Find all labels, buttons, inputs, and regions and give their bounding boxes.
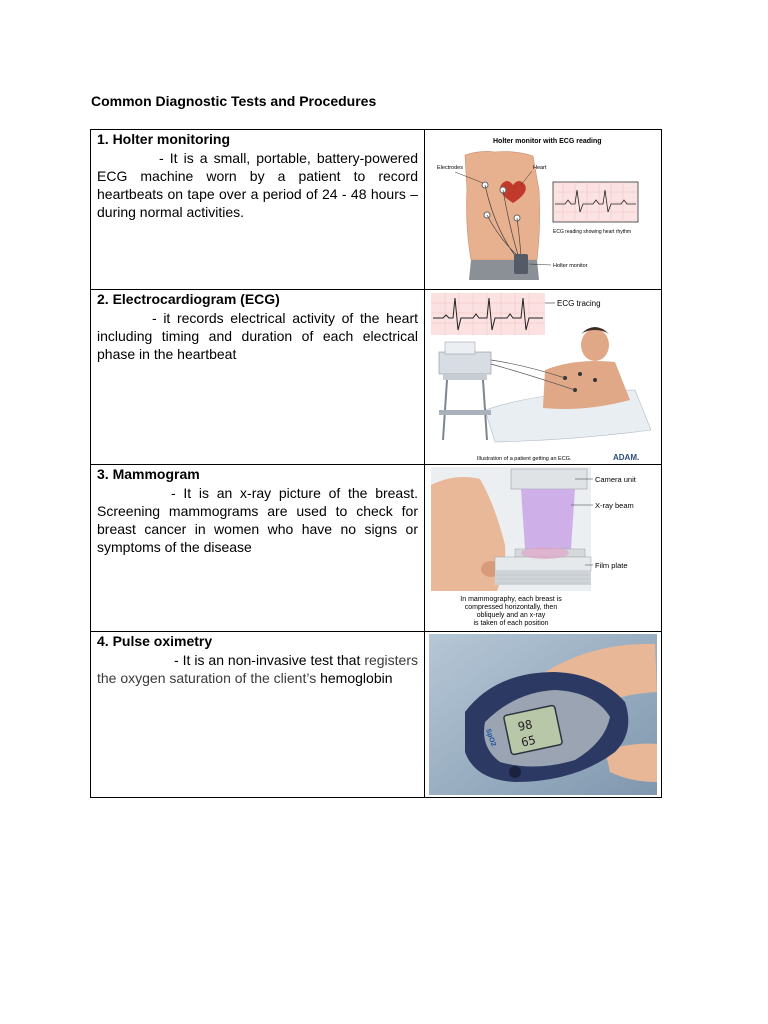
label-ecg-tracing: ECG tracing xyxy=(557,299,601,308)
ecg-image-cell xyxy=(425,290,662,465)
ecg-illustration xyxy=(425,290,661,464)
mammogram-caption-line: In mammography, each breast is xyxy=(460,596,562,603)
adam-logo: ADAM. xyxy=(613,453,640,462)
label-xray-beam: X-ray beam xyxy=(595,501,634,510)
description-part: hemoglobin xyxy=(320,670,393,686)
label-holter-monitor: Holter monitor xyxy=(553,263,588,269)
test-description: - It is a small, portable, battery-powered ECG machine worn by a patient to record heartbeats on tape over a period of 24 - 48 hours – during normal activities. xyxy=(97,150,418,220)
holter-monitor-device xyxy=(514,254,528,274)
table-row xyxy=(91,290,662,465)
label-camera-unit: Camera unit xyxy=(595,475,636,484)
ecg-machine xyxy=(439,352,491,374)
diagnostic-tests-table xyxy=(90,129,662,798)
mammogram-illustration xyxy=(425,465,661,631)
torso-shape xyxy=(465,151,540,260)
mammogram-caption-line: is taken of each position xyxy=(473,620,549,627)
test-text-cell xyxy=(91,290,425,465)
test-heading: 4. Pulse oximetry xyxy=(97,633,213,649)
trousers-shape xyxy=(469,260,539,280)
label-heart: Heart xyxy=(533,165,547,171)
test-description: - It is an x-ray picture of the breast. Screening mammograms are used to check for breast cancer in women who have no signs or symptoms of the disease xyxy=(97,485,418,555)
ecg-caption: Illustration of a patient getting an ECG. xyxy=(477,456,572,462)
mammogram-caption-line: obliquely and an x-ray xyxy=(476,612,546,619)
table-row xyxy=(91,632,662,798)
film-plate xyxy=(495,557,591,571)
test-text-cell xyxy=(91,465,425,632)
holter-illustration xyxy=(425,130,661,289)
test-description: - it records electrical activity of the heart including timing and duration of each electrical phase in the heartbeat xyxy=(97,310,418,362)
table-row xyxy=(91,130,662,290)
patient-torso xyxy=(543,361,630,409)
pulse-oximeter-illustration xyxy=(425,632,661,797)
test-heading: 1. Holter monitoring xyxy=(97,131,230,147)
oximeter-reading: 65 xyxy=(519,732,537,750)
holter-image-cell xyxy=(425,130,662,290)
test-text-cell xyxy=(91,632,425,798)
description-part: registers the oxygen saturation of the client’s xyxy=(97,652,418,686)
patient-head xyxy=(581,329,609,361)
test-heading: 3. Mammogram xyxy=(97,466,200,482)
label-ecg-reading: ECG reading showing heart rhythm xyxy=(553,229,632,235)
mammogram-caption-line: compressed horizontally, then xyxy=(464,604,558,611)
pulse-oximetry-image-cell xyxy=(425,632,662,798)
oximeter-label: SpO2 xyxy=(483,727,497,748)
label-electrodes: Electrodes xyxy=(437,165,463,171)
label-film-plate: Film plate xyxy=(595,561,628,570)
ecg-tracing-strip xyxy=(431,293,545,335)
description-part: - It is an non-invasive test that xyxy=(174,652,361,668)
oximeter-button xyxy=(509,766,521,778)
test-description xyxy=(97,651,418,687)
test-text-cell xyxy=(91,130,425,290)
xray-beam xyxy=(521,489,575,549)
test-heading: 2. Electrocardiogram (ECG) xyxy=(97,291,280,307)
holter-image-title: Holter monitor with ECG reading xyxy=(493,138,602,145)
table-row xyxy=(91,465,662,632)
mammogram-image-cell xyxy=(425,465,662,632)
oximeter-reading: 98 xyxy=(516,717,534,734)
document-title: Common Diagnostic Tests and Procedures xyxy=(91,93,377,109)
